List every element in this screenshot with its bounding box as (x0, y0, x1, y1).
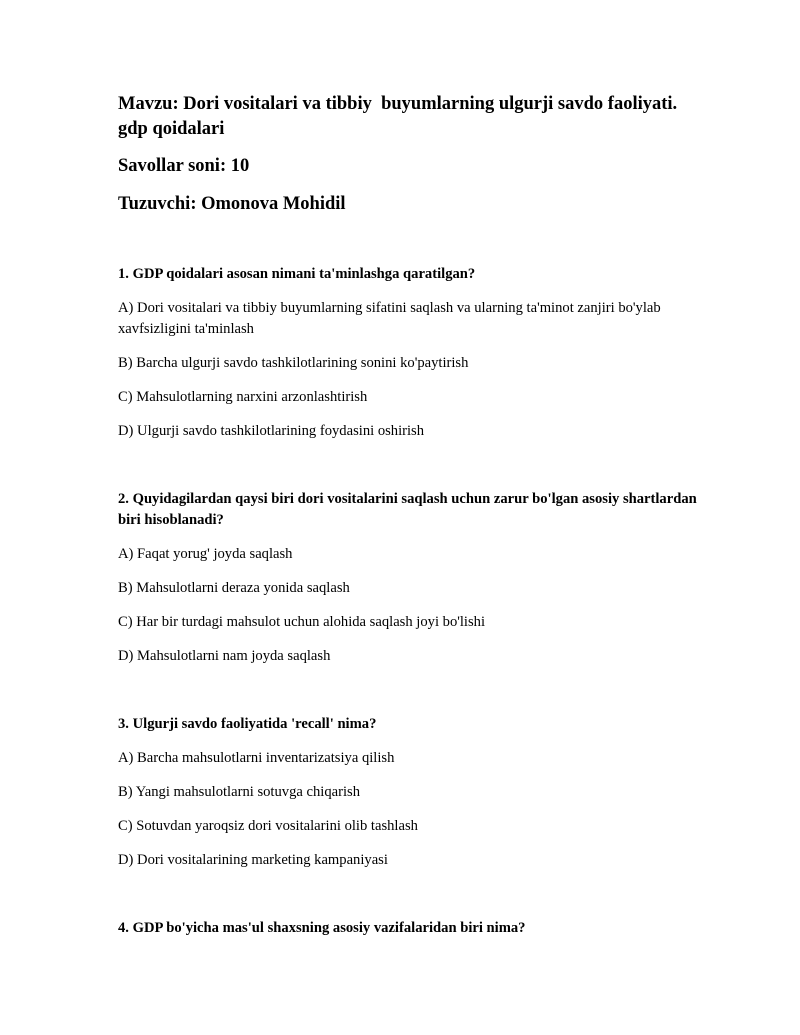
question-3-option-a: A) Barcha mahsulotlarni inventarizatsiya qilish (118, 750, 395, 766)
question-2-option-c: C) Har bir turdagi mahsulot uchun alohida saqlash joyi bo'lishi (118, 614, 486, 630)
question-2-option-d: D) Mahsulotlarni nam joyda saqlash (118, 648, 331, 664)
document-page (118, 92, 698, 939)
question-1-option-a: A) Dori vositalari va tibbiy buyumlarning sifatini saqlash va ularning ta'minot zanjiri bo'ylab xavfsizligini ta'minlash (118, 300, 661, 337)
question-3: 3. Ulgurji savdo faoliyatida 'recall' nima? (118, 716, 377, 732)
question-2-option-b: B) Mahsulotlarni deraza yonida saqlash (118, 580, 350, 596)
question-3-option-c: C) Sotuvdan yaroqsiz dori vositalarini olib tashlash (118, 818, 418, 834)
question-1-option-d: D) Ulgurji savdo tashkilotlarining foydasini oshirish (118, 423, 425, 439)
document-title: Mavzu: Dori vositalari va tibbiy buyumlarning ulgurji savdo faoliyati. gdp qoidalari (118, 94, 682, 139)
question-1: 1. GDP qoidalari asosan nimani ta'minlashga qaratilgan? (118, 266, 476, 282)
question-3-option-b: B) Yangi mahsulotlarni sotuvga chiqarish (118, 784, 360, 800)
question-1-option-b: B) Barcha ulgurji savdo tashkilotlarining sonini ko'paytirish (118, 355, 469, 371)
question-1-option-c: C) Mahsulotlarning narxini arzonlashtirish (118, 389, 368, 405)
question-3-option-d: D) Dori vositalarining marketing kampaniyasi (118, 852, 388, 868)
question-count: Savollar soni: 10 (118, 156, 250, 176)
author-line: Tuzuvchi: Omonova Mohidil (118, 194, 346, 214)
question-4: 4. GDP bo'yicha mas'ul shaxsning asosiy vazifalaridan biri nima? (118, 920, 526, 936)
question-2-option-a: A) Faqat yorug' joyda saqlash (118, 546, 293, 562)
question-2: 2. Quyidagilardan qaysi biri dori vositalarini saqlash uchun zarur bo'lgan asosiy shartlardan biri hisoblanadi? (118, 491, 697, 528)
